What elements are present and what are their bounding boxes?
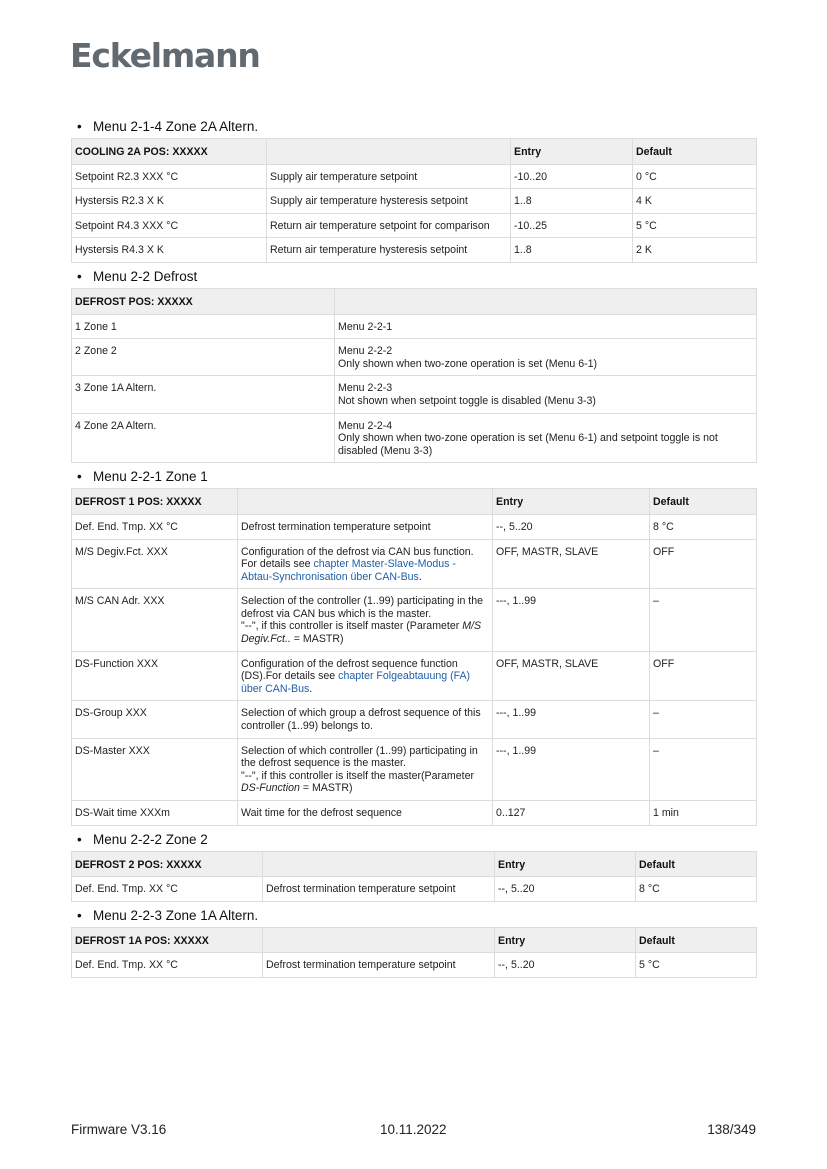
- table-cell: [238, 539, 493, 589]
- table-cell: DS-Wait time XXXm: [72, 801, 238, 826]
- column-header: Entry: [495, 851, 636, 877]
- table-cell: DS-Master XXX: [72, 738, 238, 800]
- description-text: "--", if this controller is itself master (Parameter: [241, 620, 460, 633]
- description-text: .: [418, 570, 422, 583]
- table-cell: Wait time for the defrost sequence: [238, 801, 493, 826]
- column-header: Default: [633, 139, 757, 165]
- table-cell: 4 K: [633, 189, 757, 214]
- table-cell: [238, 738, 493, 800]
- table-cell: Return air temperature hysteresis setpoint: [267, 238, 511, 263]
- column-header: [267, 139, 511, 165]
- page-number: 138/349: [707, 1122, 756, 1137]
- description-text: "--", if this controller is itself the master(Parameter: [241, 769, 474, 782]
- table-row: [72, 413, 757, 463]
- column-header: Entry: [511, 139, 633, 165]
- table-cell: Def. End. Tmp. XX °C: [72, 514, 238, 539]
- parameter-name: DS-Function: [241, 782, 300, 795]
- table-row: [72, 164, 757, 189]
- section-title: • Menu 2-1-4 Zone 2A Altern.: [77, 119, 259, 134]
- table-cell: Def. End. Tmp. XX °C: [72, 877, 263, 902]
- description-text: Selection of which controller (1..99) participating in the defrost sequence is the master.: [241, 744, 478, 770]
- column-header: Entry: [493, 489, 650, 515]
- table-cell: OFF, MASTR, SLAVE: [493, 651, 650, 701]
- table-row: [72, 738, 757, 800]
- description-text: = MASTR): [293, 633, 344, 646]
- table-cell: [238, 651, 493, 701]
- table-cell: 5 °C: [633, 213, 757, 238]
- description-text: Selection of the controller (1..99) participating in the defrost via CAN bus which is the master.: [241, 595, 484, 620]
- table-row: [72, 376, 757, 413]
- table-header-row: [72, 489, 757, 515]
- table-cell: 2 Zone 2: [72, 339, 335, 376]
- table-cell: Setpoint R4.3 XXX °C: [72, 213, 267, 238]
- column-header: DEFROST 2 POS: XXXXX: [72, 851, 263, 877]
- table-row: [72, 238, 757, 263]
- menu-reference: Menu 2-2-4: [338, 419, 393, 432]
- menu-note: Only shown when two-zone operation is set (Menu 6-1) and setpoint toggle is not disabled (Menu 3-3): [338, 432, 718, 457]
- table-row: [72, 514, 757, 539]
- table-cell: Def. End. Tmp. XX °C: [72, 953, 263, 978]
- column-header: Default: [636, 851, 757, 877]
- column-header: [238, 489, 493, 515]
- document-date: 10.11.2022: [380, 1122, 447, 1137]
- table-cell: Supply air temperature setpoint: [267, 164, 511, 189]
- table-row: [72, 953, 757, 978]
- table-cell: 1 Zone 1: [72, 314, 335, 339]
- table-cell: 5 °C: [636, 953, 757, 978]
- table-cell: –: [650, 738, 757, 800]
- table-cell: 1 min: [650, 801, 757, 826]
- table-row: [72, 339, 757, 376]
- table-cell: -10..20: [511, 164, 633, 189]
- menu-reference: Menu 2-2-3: [338, 382, 393, 395]
- column-header: DEFROST POS: XXXXX: [72, 288, 335, 314]
- defrost-1a-table: [71, 927, 757, 978]
- column-header: [263, 927, 495, 953]
- defrost-menu-table: [71, 288, 757, 463]
- table-cell: ---, 1..99: [493, 701, 650, 738]
- description-text: [241, 620, 489, 645]
- table-cell: M/S CAN Adr. XXX: [72, 589, 238, 651]
- column-header: Default: [650, 489, 757, 515]
- table-cell: Return air temperature setpoint for comparison: [267, 213, 511, 238]
- table-cell: 4 Zone 2A Altern.: [72, 413, 335, 463]
- menu-reference: Menu 2-2-2: [338, 345, 393, 358]
- defrost-1-table: [71, 488, 757, 825]
- table-cell: ---, 1..99: [493, 589, 650, 651]
- table-header-row: [72, 927, 757, 953]
- table-cell: Defrost termination temperature setpoint: [238, 514, 493, 539]
- table-cell: Hystersis R4.3 X K: [72, 238, 267, 263]
- table-cell: –: [650, 589, 757, 651]
- table-cell: 8 °C: [636, 877, 757, 902]
- page-content: [71, 118, 756, 983]
- table-cell: ---, 1..99: [493, 738, 650, 800]
- column-header: [335, 288, 757, 314]
- section-title: • Menu 2-2-1 Zone 1: [77, 469, 208, 485]
- company-logo: Eckelmann: [70, 36, 260, 75]
- section-title: • Menu 2-2-2 Zone 2: [77, 831, 208, 847]
- description-text: [241, 770, 489, 795]
- table-cell: -10..25: [511, 213, 633, 238]
- table-cell: 0..127: [493, 801, 650, 826]
- table-header-row: [72, 139, 757, 165]
- table-row: [72, 801, 757, 826]
- table-cell: Setpoint R2.3 XXX °C: [72, 164, 267, 189]
- column-header: Default: [636, 927, 757, 953]
- table-cell: [335, 413, 757, 463]
- table-row: [72, 877, 757, 902]
- section-title: • Menu 2-2 Defrost: [77, 268, 198, 284]
- page-footer: [71, 1122, 756, 1140]
- description-text: Configuration of the defrost sequence function (DS).For details see: [241, 657, 458, 683]
- description-text: = MASTR): [302, 782, 353, 795]
- table-cell: Defrost termination temperature setpoint: [263, 953, 495, 978]
- menu-note: Not shown when setpoint toggle is disabled (Menu 3-3): [338, 394, 596, 407]
- table-cell: 1..8: [511, 238, 633, 263]
- table-cell: –: [650, 701, 757, 738]
- column-header: DEFROST 1 POS: XXXXX: [72, 489, 238, 515]
- table-cell: 1..8: [511, 189, 633, 214]
- table-row: [72, 213, 757, 238]
- table-cell: OFF: [650, 651, 757, 701]
- table-cell: M/S Degiv.Fct. XXX: [72, 539, 238, 589]
- firmware-version: Firmware V3.16: [71, 1122, 167, 1137]
- table-cell: 8 °C: [650, 514, 757, 539]
- table-cell: OFF: [650, 539, 757, 589]
- table-row: [72, 539, 757, 589]
- column-header: Entry: [495, 927, 636, 953]
- table-cell: 0 °C: [633, 164, 757, 189]
- table-cell: [238, 589, 493, 651]
- parameter-name: M/S Degiv.Fct..: [241, 620, 482, 646]
- description-text: Configuration of the defrost via CAN bus function. For details see: [241, 545, 474, 571]
- menu-reference: Menu 2-2-1: [338, 320, 393, 333]
- table-row: [72, 189, 757, 214]
- table-cell: DS-Function XXX: [72, 651, 238, 701]
- table-header-row: [72, 288, 757, 314]
- table-cell: 2 K: [633, 238, 757, 263]
- chapter-link[interactable]: chapter Master-Slave-Modus - Abtau-Synchronisation über CAN-Bus: [241, 558, 456, 583]
- table-cell: Defrost termination temperature setpoint: [263, 877, 495, 902]
- table-row: [72, 701, 757, 738]
- table-cell: --, 5..20: [495, 877, 636, 902]
- table-cell: [335, 376, 757, 413]
- column-header: DEFROST 1A POS: XXXXX: [72, 927, 263, 953]
- table-row: [72, 314, 757, 339]
- table-cell: DS-Group XXX: [72, 701, 238, 738]
- menu-note: Only shown when two-zone operation is set (Menu 6-1): [338, 357, 598, 370]
- section-title: • Menu 2-2-3 Zone 1A Altern.: [77, 907, 259, 923]
- table-cell: Selection of which group a defrost sequence of this controller (1..99) belongs to.: [238, 701, 493, 738]
- cooling-2a-table: [71, 138, 757, 263]
- table-cell: Supply air temperature hysteresis setpoint: [267, 189, 511, 214]
- chapter-link[interactable]: chapter Folgeabtauung (FA) über CAN-Bus: [241, 670, 471, 695]
- table-row: [72, 589, 757, 651]
- table-cell: --, 5..20: [493, 514, 650, 539]
- table-cell: OFF, MASTR, SLAVE: [493, 539, 650, 589]
- description-text: .: [309, 682, 313, 695]
- table-cell: --, 5..20: [495, 953, 636, 978]
- table-cell: [335, 339, 757, 376]
- table-header-row: [72, 851, 757, 877]
- table-cell: [335, 314, 757, 339]
- table-row: [72, 651, 757, 701]
- table-cell: Hystersis R2.3 X K: [72, 189, 267, 214]
- defrost-2-table: [71, 851, 757, 902]
- column-header: COOLING 2A POS: XXXXX: [72, 139, 267, 165]
- column-header: [263, 851, 495, 877]
- table-cell: 3 Zone 1A Altern.: [72, 376, 335, 413]
